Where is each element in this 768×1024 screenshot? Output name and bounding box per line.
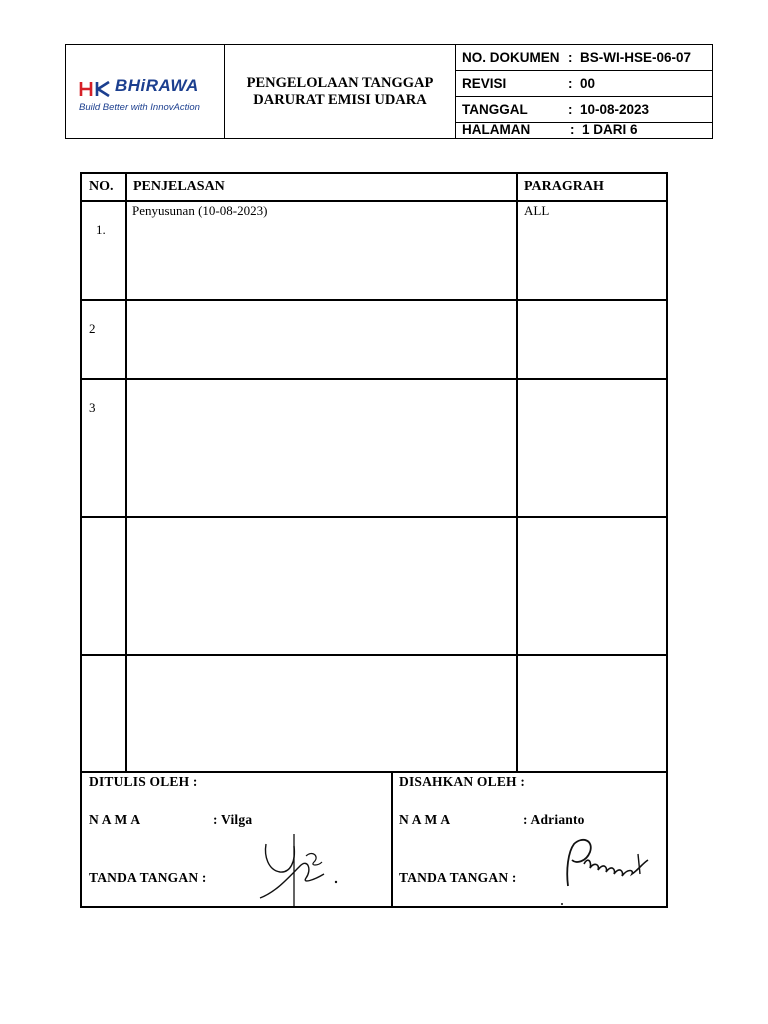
document-title — [225, 45, 456, 138]
meta-label: NO. DOKUMEN — [462, 50, 560, 65]
meta-row-page — [456, 123, 713, 138]
row-1-no: 1. — [96, 222, 106, 237]
row-divider — [82, 299, 666, 301]
row-3-no: 3 — [89, 400, 96, 415]
hk-logo-mark-icon — [79, 80, 113, 98]
document-title-line-1: PENGELOLAAN TANGGAP — [246, 74, 434, 91]
row-divider — [82, 516, 666, 518]
row-divider — [82, 771, 666, 773]
approved-by-name-label: N A M A — [399, 812, 451, 827]
signature-adrianto-icon — [554, 834, 654, 906]
approved-by-name-value: : Adrianto — [523, 812, 585, 827]
row-divider — [82, 200, 666, 202]
meta-label: TANGGAL — [462, 102, 528, 117]
logo-cell — [66, 45, 225, 138]
meta-row-revision — [456, 71, 713, 97]
meta-colon: : — [568, 50, 573, 65]
written-by-name-label: N A M A — [89, 812, 141, 827]
column-header-penjelasan: PENJELASAN — [133, 179, 225, 194]
logo-tagline: Build Better with InnovAction — [79, 102, 200, 113]
written-by-title: DITULIS OLEH : — [89, 774, 198, 789]
meta-value: BS-WI-HSE-06-07 — [580, 50, 692, 65]
column-header-paragrah: PARAGRAH — [524, 179, 604, 194]
row-divider — [82, 378, 666, 380]
document-title-line-2: DARURAT EMISI UDARA — [253, 91, 427, 108]
meta-value: 10-08-2023 — [580, 102, 650, 117]
written-by-sign-label: TANDA TANGAN : — [89, 870, 207, 885]
meta-colon: : — [568, 76, 573, 91]
meta-label: REVISI — [462, 76, 507, 91]
row-divider — [82, 654, 666, 656]
column-divider — [516, 174, 518, 771]
row-1-penjelasan: Penyusunan (10-08-2023) — [132, 203, 268, 218]
column-divider — [125, 174, 127, 771]
meta-row-document-number — [456, 45, 713, 71]
written-by-name-value: : Vilga — [213, 812, 253, 827]
meta-colon: : — [570, 122, 575, 137]
meta-value: 00 — [580, 76, 596, 91]
row-1-paragrah: ALL — [524, 203, 550, 218]
meta-row-date — [456, 97, 713, 123]
document-header — [65, 44, 713, 139]
revision-table — [80, 172, 668, 908]
signature-vilga-icon — [254, 826, 344, 908]
approved-by-sign-label: TANDA TANGAN : — [399, 870, 517, 885]
meta-label: HALAMAN — [462, 122, 531, 137]
column-header-no: NO. — [89, 179, 114, 194]
meta-colon: : — [568, 102, 573, 117]
row-2-no: 2 — [89, 321, 96, 336]
document-meta — [456, 45, 713, 138]
logo-brand: BHiRAWA — [115, 76, 199, 95]
meta-value: 1 DARI 6 — [582, 122, 638, 137]
approved-by-title: DISAHKAN OLEH : — [399, 774, 526, 789]
signature-divider — [391, 771, 393, 908]
